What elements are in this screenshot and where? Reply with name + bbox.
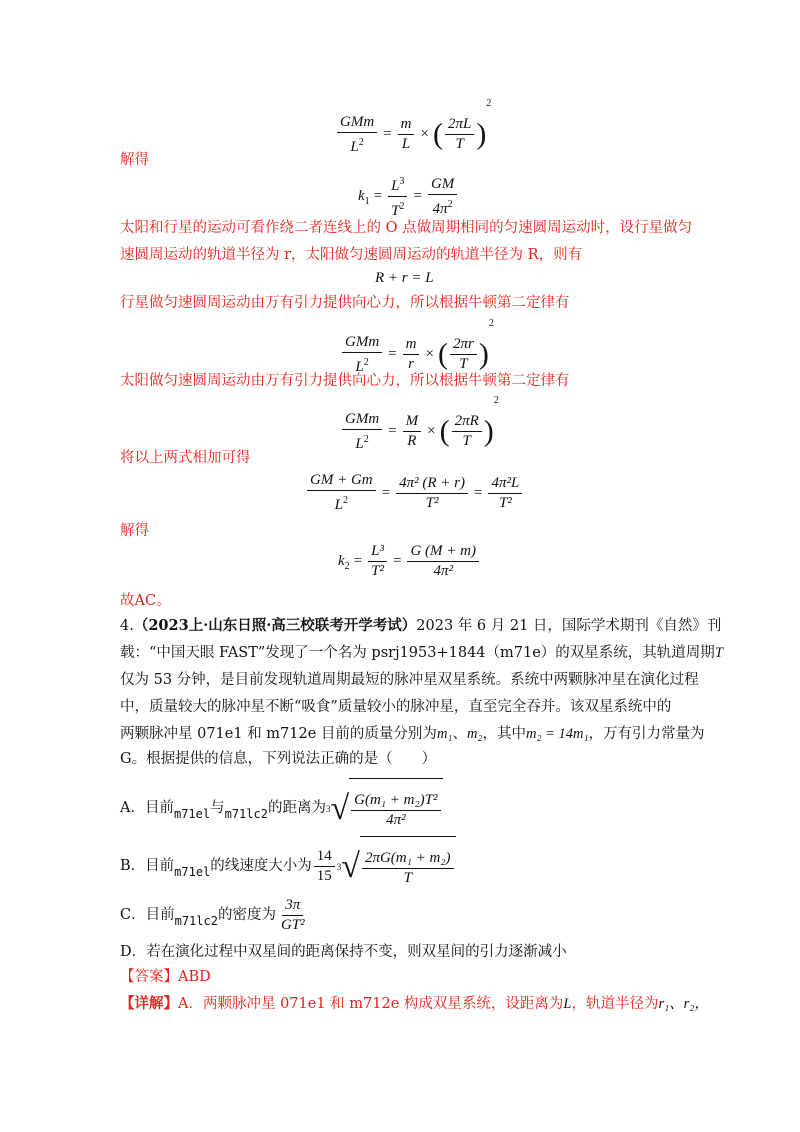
fraction-denominator: 4π²	[433, 563, 453, 579]
fraction-denominator: T	[455, 136, 464, 153]
fraction-numerator: 2πr	[450, 336, 477, 355]
equation-k1: $k_1$ = $\frac{L^3}{T^2}$ = $\frac{GM}{4\pi^2}$	[358, 173, 459, 220]
fraction-denominator: T	[459, 356, 468, 373]
fraction-denominator: GT²	[280, 917, 305, 934]
fraction-denominator: L	[401, 136, 411, 153]
fraction-denominator: $L^2$	[350, 136, 364, 155]
fraction-numerator: GM + Gm	[307, 472, 376, 491]
question-4-line-1: 4.（2023上·山东日照·高三校联考开学考试）2023 年 6 月 21 日，国际学术期刊《自然》刊	[120, 617, 722, 634]
fraction-denominator: T	[462, 433, 471, 450]
equation-planet-motion: $\frac{\text{GMm}}{L^2}$ = $\frac{m}{r}$ × ( $\frac{2\pi r}{T}$ )$^2$	[340, 318, 494, 376]
exponent: 2	[486, 98, 492, 109]
fraction-numerator: GMm	[337, 114, 377, 133]
fraction-numerator: G (M + m)	[407, 543, 479, 562]
option-a: A．目前$_{m71el}$与$_{m71lc2}$的距离为 3 √ $\frac{\text{G(m₁ + m₂)T²}}{\text{4π²}}$	[120, 778, 443, 836]
times-sign: ×	[420, 126, 429, 143]
fraction-denominator: T	[403, 870, 412, 887]
answer-label: 【答案】ABD	[120, 969, 211, 985]
question-4-line-5: 两颗脉冲星 071e1 和 m712e 目前的质量分别为m₁、m₂，其中m₂ = 14m₁，万有引力常量为	[120, 726, 705, 742]
option-d: D．若在演化过程中双星间的距离保持不变，则双星间的引力逐渐减小	[120, 944, 567, 960]
option-c: C．目前$_{m71lc2}$的密度为 $\frac{3\pi}{\text{GT²}}$	[120, 893, 310, 937]
fraction-numerator: L³	[368, 543, 387, 562]
fraction-numerator: M	[403, 413, 422, 432]
detail-line: 【详解】A．两颗脉冲星 071e1 和 m712e 构成双星系统，设距离为L，轨道半径为r₁、r₂，	[120, 995, 709, 1012]
equation-sun-motion: $\frac{\text{GMm}}{L^2}$ = $\frac{M}{R}$ × ( $\frac{2\pi R}{T}$ )$^2$	[340, 395, 499, 453]
paragraph-line: 速圆周运动的轨道半径为 r，太阳做匀速圆周运动的轨道半径为 R，则有	[120, 247, 583, 263]
fraction-denominator: $L^2$	[355, 433, 369, 452]
fraction-numerator: $L^3$	[388, 173, 407, 197]
fraction-numerator: m	[398, 116, 415, 135]
fraction-numerator: GMm	[342, 334, 382, 353]
solution-label: 解得	[120, 152, 149, 168]
fraction-denominator: $L^2$	[334, 495, 348, 513]
equation-gravity-planet-1: $\frac{\text{GMm}}{L^2}$ = $\frac{m}{L}$ × ( $\frac{2\pi L}{T}$ )$^2$	[335, 98, 491, 156]
paragraph-line: 将以上两式相加可得	[120, 450, 251, 466]
fraction-denominator: T²	[425, 494, 439, 511]
fraction-numerator: 2πL	[445, 116, 474, 135]
fraction-denominator: T²	[498, 494, 512, 511]
paragraph-line: 太阳和行星的运动可看作绕二者连线上的 O 点做周期相同的匀速圆周运动时，设行星做匀	[120, 220, 693, 236]
equation-k2: $k_2$ = $\frac{\text{L³}}{\text{T²}}$ = $\frac{G (M + m)}{\text{4π²}}$	[338, 543, 481, 580]
fraction-numerator: GMm	[342, 411, 382, 430]
paragraph-line: 太阳做匀速圆周运动由万有引力提供向心力，所以根据牛顿第二定律有	[120, 373, 570, 389]
fraction-denominator: 4π²	[386, 812, 406, 829]
equation-sum: $\frac{GM + Gm}{L^2}$ = $\frac{\text{4π² (R + r)}}{\text{T²}}$ = $\frac{\text{4π²L}}{\text{T²}}$	[305, 472, 524, 514]
fraction-denominator: $L^2$	[355, 356, 369, 375]
fraction-numerator: 2πR	[452, 413, 482, 432]
question-source: （2023上·山东日照·高三校联考开学考试）	[133, 617, 417, 634]
fraction-numerator: 2πG(m₁ + m₂)	[362, 850, 454, 869]
question-4-line-2: 载：“中国天眼 FAST”发现了一个名为 psrj1953+1844（m71e）的双星系统，其轨道周期T	[120, 645, 723, 661]
fraction-numerator: 4π² (R + r)	[396, 475, 468, 494]
fraction-numerator: 3π	[282, 897, 303, 916]
fraction-denominator: T²	[371, 563, 384, 579]
fraction-numerator: GM	[428, 176, 457, 195]
question-4-line-6: G。根据提供的信息，下列说法正确的是（ ）	[120, 751, 437, 767]
fraction-denominator: R	[407, 433, 417, 450]
previous-answer: 故AC。	[120, 593, 171, 609]
solution-label: 解得	[120, 523, 149, 539]
paragraph-line: 行星做匀速圆周运动由万有引力提供向心力，所以根据牛顿第二定律有	[120, 295, 570, 311]
option-b: B．目前$_{m71el}$的线速度大小为 $\frac{14}{15}$ 3 √ $\frac{\text{2πG(m₁ + m₂)}}{T}$	[120, 836, 456, 894]
equation-radius-sum: R + r = L	[375, 270, 434, 286]
fraction-denominator: $T^2$	[391, 201, 405, 219]
fraction-numerator: G(m₁ + m₂)T²	[351, 792, 440, 811]
question-4-line-4: 中，质量较大的脉冲星不断“吸食”质量较小的脉冲星，直至完全吞并。该双星系统中的	[120, 699, 672, 715]
fraction-numerator: m	[403, 336, 420, 355]
question-4-line-3: 仅为 53 分钟，是目前发现轨道周期最短的脉冲星双星系统。系统中两颗脉冲星在演化过程	[120, 672, 699, 688]
fraction-denominator: $4\pi^2$	[432, 198, 453, 217]
fraction-numerator: 4π²L	[488, 475, 522, 494]
fraction-denominator: r	[408, 356, 414, 373]
